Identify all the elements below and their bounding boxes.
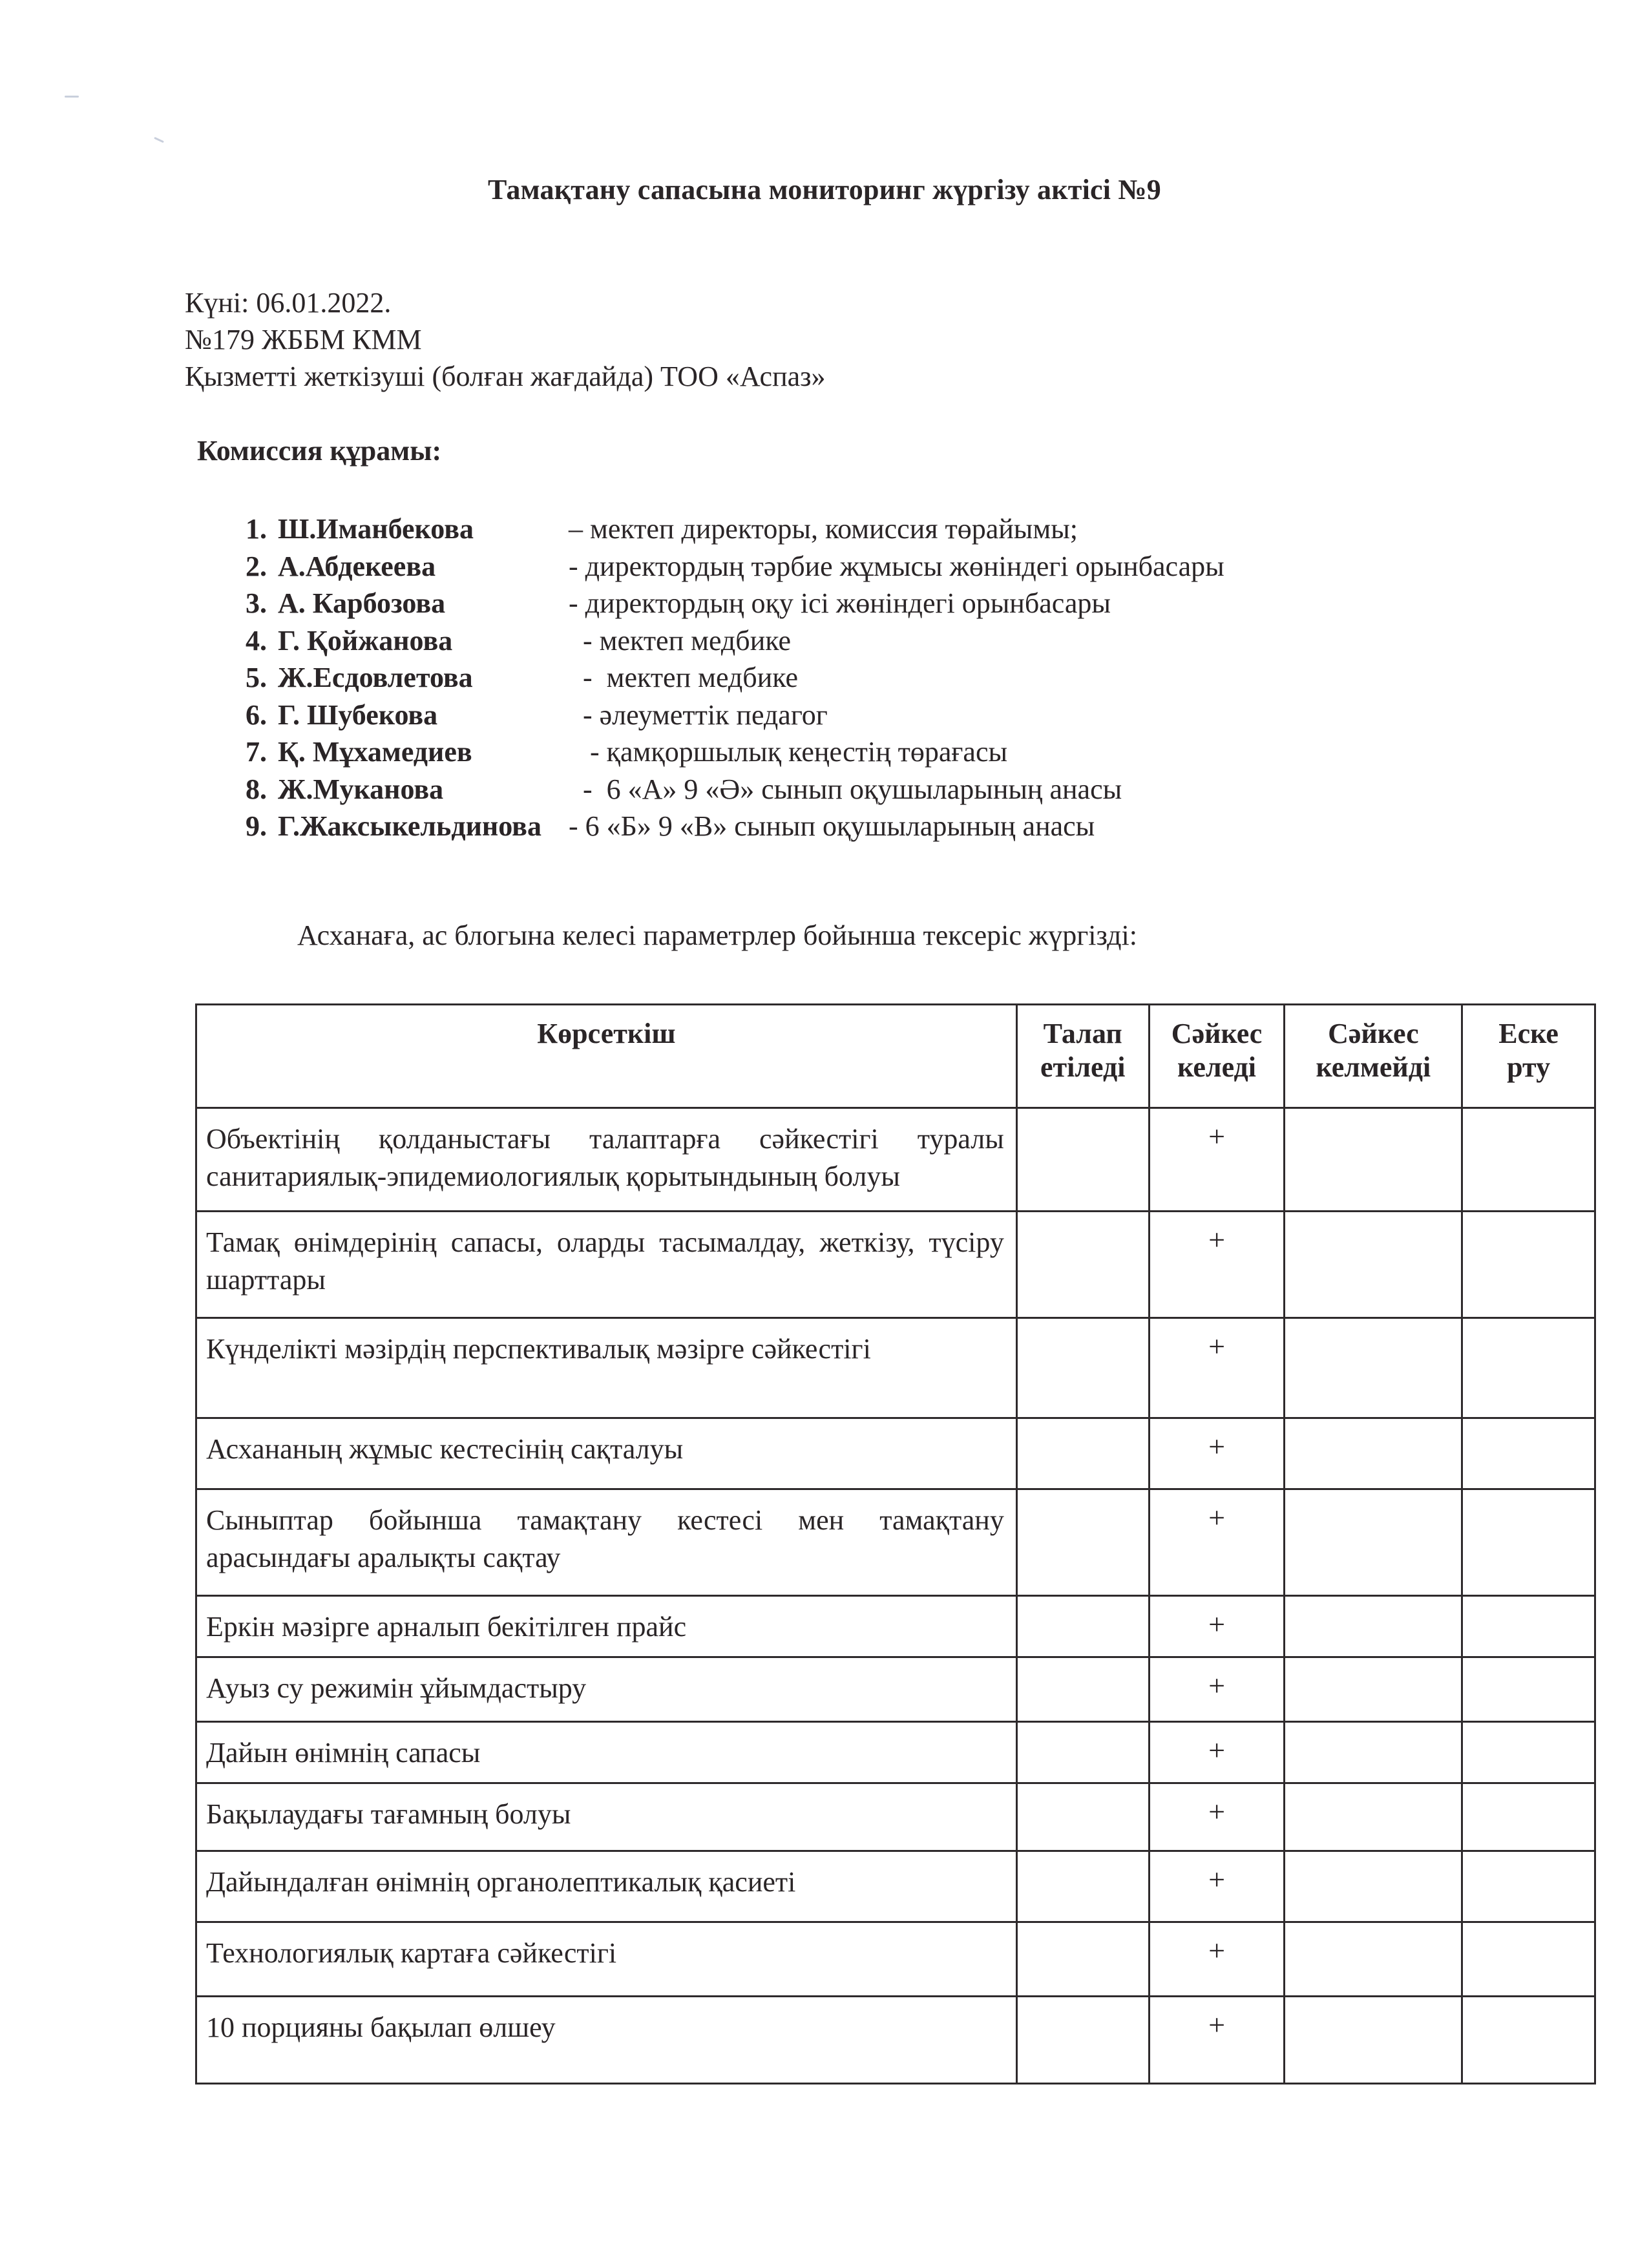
complies-cell: + bbox=[1149, 1596, 1285, 1657]
complies-cell: + bbox=[1149, 1722, 1285, 1783]
header-indicator-label: Көрсеткіш bbox=[537, 1018, 676, 1049]
table-row bbox=[196, 1997, 1595, 2084]
indicator-cell: Асхананың жұмыс кестесінің сақталуы bbox=[196, 1418, 1017, 1489]
note-cell bbox=[1462, 1722, 1595, 1783]
indicator-cell: Күнделікті мәзірдің перспективалық мәзірге сәйкестігі bbox=[196, 1318, 1017, 1418]
header-required-line: етіледі bbox=[1040, 1051, 1126, 1083]
member-role: - қамқоршылық кеңестің төрағасы bbox=[569, 736, 1008, 768]
note-cell bbox=[1462, 1657, 1595, 1722]
school-line: №179 ЖББМ КММ bbox=[185, 324, 422, 355]
header-indicator bbox=[196, 1005, 1017, 1108]
table-row bbox=[196, 1418, 1595, 1489]
table-row bbox=[196, 1596, 1595, 1657]
table-row bbox=[196, 1212, 1595, 1318]
commission-member bbox=[246, 659, 1224, 697]
indicator-cell: Бақылаудағы тағамның болуы bbox=[196, 1783, 1017, 1851]
note-cell bbox=[1462, 1108, 1595, 1212]
member-name: А. Карбозова bbox=[278, 587, 446, 619]
member-number: 5. bbox=[246, 662, 267, 693]
commission-heading: Комиссия құрамы: bbox=[197, 435, 442, 467]
indicator-cell: Сыныптар бойынша тамақтану кестесі мен тамақтану арасындағы аралықты сақтау bbox=[196, 1489, 1017, 1596]
member-role: – мектеп директоры, комиссия төрайымы; bbox=[569, 513, 1078, 545]
inspection-intro: Асханаға, ас блогына келесі параметрлер бойынша тексеріс жүргізді: bbox=[297, 919, 1137, 951]
required-cell bbox=[1016, 1212, 1149, 1318]
required-cell bbox=[1016, 1783, 1149, 1851]
header-complies-line: келеді bbox=[1177, 1051, 1256, 1083]
commission-member bbox=[246, 808, 1224, 845]
required-cell bbox=[1016, 1489, 1149, 1596]
required-cell bbox=[1016, 1657, 1149, 1722]
complies-cell: + bbox=[1149, 1922, 1285, 1997]
member-name: Г. Шубекова bbox=[278, 698, 438, 731]
not-complies-cell bbox=[1285, 1851, 1462, 1922]
note-cell bbox=[1462, 1851, 1595, 1922]
not-complies-cell bbox=[1285, 1212, 1462, 1318]
table-row bbox=[196, 1851, 1595, 1922]
indicator-cell: Технологиялық картаға сәйкестігі bbox=[196, 1922, 1017, 1997]
member-role: - директордың тәрбие жұмысы жөніндегі орынбасары bbox=[569, 550, 1224, 582]
complies-cell: + bbox=[1149, 1108, 1285, 1212]
required-cell bbox=[1016, 1596, 1149, 1657]
member-name: Қ. Мұхамедиев bbox=[278, 736, 472, 768]
not-complies-cell bbox=[1285, 1596, 1462, 1657]
not-complies-cell bbox=[1285, 1783, 1462, 1851]
member-role: - мектеп медбике bbox=[569, 662, 799, 693]
complies-cell: + bbox=[1149, 1657, 1285, 1722]
member-role: - 6 «А» 9 «Ә» сынып оқушыларының анасы bbox=[569, 773, 1122, 805]
commission-member bbox=[246, 771, 1224, 808]
complies-cell: + bbox=[1149, 1489, 1285, 1596]
header-not-complies-line: келмейді bbox=[1316, 1051, 1431, 1083]
header-required bbox=[1016, 1005, 1149, 1108]
not-complies-cell bbox=[1285, 1722, 1462, 1783]
table-header-row bbox=[196, 1005, 1595, 1108]
table-row bbox=[196, 1108, 1595, 1212]
commission-member bbox=[246, 510, 1224, 548]
not-complies-cell bbox=[1285, 1108, 1462, 1212]
complies-cell: + bbox=[1149, 1418, 1285, 1489]
complies-cell: + bbox=[1149, 1212, 1285, 1318]
member-name: Ш.Иманбекова bbox=[278, 513, 474, 545]
note-cell bbox=[1462, 1489, 1595, 1596]
header-complies bbox=[1149, 1005, 1285, 1108]
member-number: 8. bbox=[246, 773, 267, 805]
member-number: 4. bbox=[246, 624, 267, 656]
date-line: Күні: 06.01.2022. bbox=[185, 287, 392, 319]
indicator-cell: Ауыз су режимін ұйымдастыру bbox=[196, 1657, 1017, 1722]
header-not-complies bbox=[1285, 1005, 1462, 1108]
commission-member bbox=[246, 585, 1224, 622]
indicator-cell: 10 порцияны бақылап өлшеу bbox=[196, 1997, 1017, 2084]
header-not-complies-line: Сәйкес bbox=[1328, 1018, 1419, 1049]
not-complies-cell bbox=[1285, 1418, 1462, 1489]
table-row bbox=[196, 1922, 1595, 1997]
member-number: 2. bbox=[246, 550, 267, 582]
commission-member bbox=[246, 548, 1224, 585]
required-cell bbox=[1016, 1922, 1149, 1997]
member-name: Г.Жаксыкельдинова bbox=[278, 810, 541, 842]
member-role: - мектеп медбике bbox=[569, 624, 792, 656]
table-body bbox=[196, 1108, 1595, 2084]
required-cell bbox=[1016, 1108, 1149, 1212]
member-role: - 6 «Б» 9 «В» сынып оқушыларының анасы bbox=[569, 810, 1095, 842]
header-complies-line: Сәйкес bbox=[1171, 1018, 1263, 1049]
table-row bbox=[196, 1489, 1595, 1596]
header-note-line: Еске bbox=[1498, 1018, 1559, 1049]
header-required-line: Талап bbox=[1043, 1018, 1122, 1049]
table-row bbox=[196, 1722, 1595, 1783]
member-number: 1. bbox=[246, 513, 267, 545]
provider-line: Қызметті жеткізуші (болған жағдайда) ТОО «Аспаз» bbox=[185, 361, 826, 392]
member-role: - директордың оқу ісі жөніндегі орынбасары bbox=[569, 587, 1111, 619]
complies-cell: + bbox=[1149, 1851, 1285, 1922]
member-role: - әлеуметтік педагог bbox=[569, 698, 828, 731]
note-cell bbox=[1462, 1783, 1595, 1851]
indicator-cell: Дайын өнімнің сапасы bbox=[196, 1722, 1017, 1783]
required-cell bbox=[1016, 1418, 1149, 1489]
not-complies-cell bbox=[1285, 1997, 1462, 2084]
scan-artifact bbox=[154, 137, 164, 143]
inspection-checklist-table bbox=[195, 1003, 1596, 2084]
document-title: Тамақтану сапасына мониторинг жүргізу актісі №9 bbox=[487, 174, 1162, 205]
member-name: Ж.Есдовлетова bbox=[278, 662, 473, 693]
required-cell bbox=[1016, 1997, 1149, 2084]
complies-cell: + bbox=[1149, 1783, 1285, 1851]
member-name: Г. Қойжанова bbox=[278, 624, 453, 656]
not-complies-cell bbox=[1285, 1922, 1462, 1997]
commission-member-list bbox=[246, 510, 1224, 845]
scan-artifact bbox=[65, 96, 79, 98]
note-cell bbox=[1462, 1922, 1595, 1997]
header-note-line: рту bbox=[1507, 1051, 1551, 1083]
indicator-cell: Еркін мәзірге арналып бекітілген прайс bbox=[196, 1596, 1017, 1657]
document-meta bbox=[185, 284, 826, 395]
note-cell bbox=[1462, 1596, 1595, 1657]
member-number: 7. bbox=[246, 736, 267, 768]
indicator-cell: Тамақ өнімдерінің сапасы, оларды тасымалдау, жеткізу, түсіру шарттары bbox=[196, 1212, 1017, 1318]
member-number: 3. bbox=[246, 587, 267, 619]
not-complies-cell bbox=[1285, 1489, 1462, 1596]
commission-member bbox=[246, 697, 1224, 734]
note-cell bbox=[1462, 1318, 1595, 1418]
required-cell bbox=[1016, 1722, 1149, 1783]
note-cell bbox=[1462, 1997, 1595, 2084]
table-row bbox=[196, 1783, 1595, 1851]
member-name: А.Абдекеева bbox=[278, 550, 436, 582]
note-cell bbox=[1462, 1418, 1595, 1489]
not-complies-cell bbox=[1285, 1318, 1462, 1418]
member-number: 9. bbox=[246, 810, 267, 842]
complies-cell: + bbox=[1149, 1318, 1285, 1418]
table-row bbox=[196, 1657, 1595, 1722]
complies-cell: + bbox=[1149, 1997, 1285, 2084]
member-name: Ж.Муканова bbox=[278, 773, 444, 805]
header-note bbox=[1462, 1005, 1595, 1108]
note-cell bbox=[1462, 1212, 1595, 1318]
commission-member bbox=[246, 622, 1224, 660]
member-number: 6. bbox=[246, 698, 267, 731]
commission-member bbox=[246, 733, 1224, 771]
indicator-cell: Дайындалған өнімнің органолептикалық қасиеті bbox=[196, 1851, 1017, 1922]
required-cell bbox=[1016, 1318, 1149, 1418]
required-cell bbox=[1016, 1851, 1149, 1922]
indicator-cell: Объектінің қолданыстағы талаптарға сәйкестігі туралы санитариялық-эпидемиологиялық қорытындының болуы bbox=[196, 1108, 1017, 1212]
table-row bbox=[196, 1318, 1595, 1418]
not-complies-cell bbox=[1285, 1657, 1462, 1722]
